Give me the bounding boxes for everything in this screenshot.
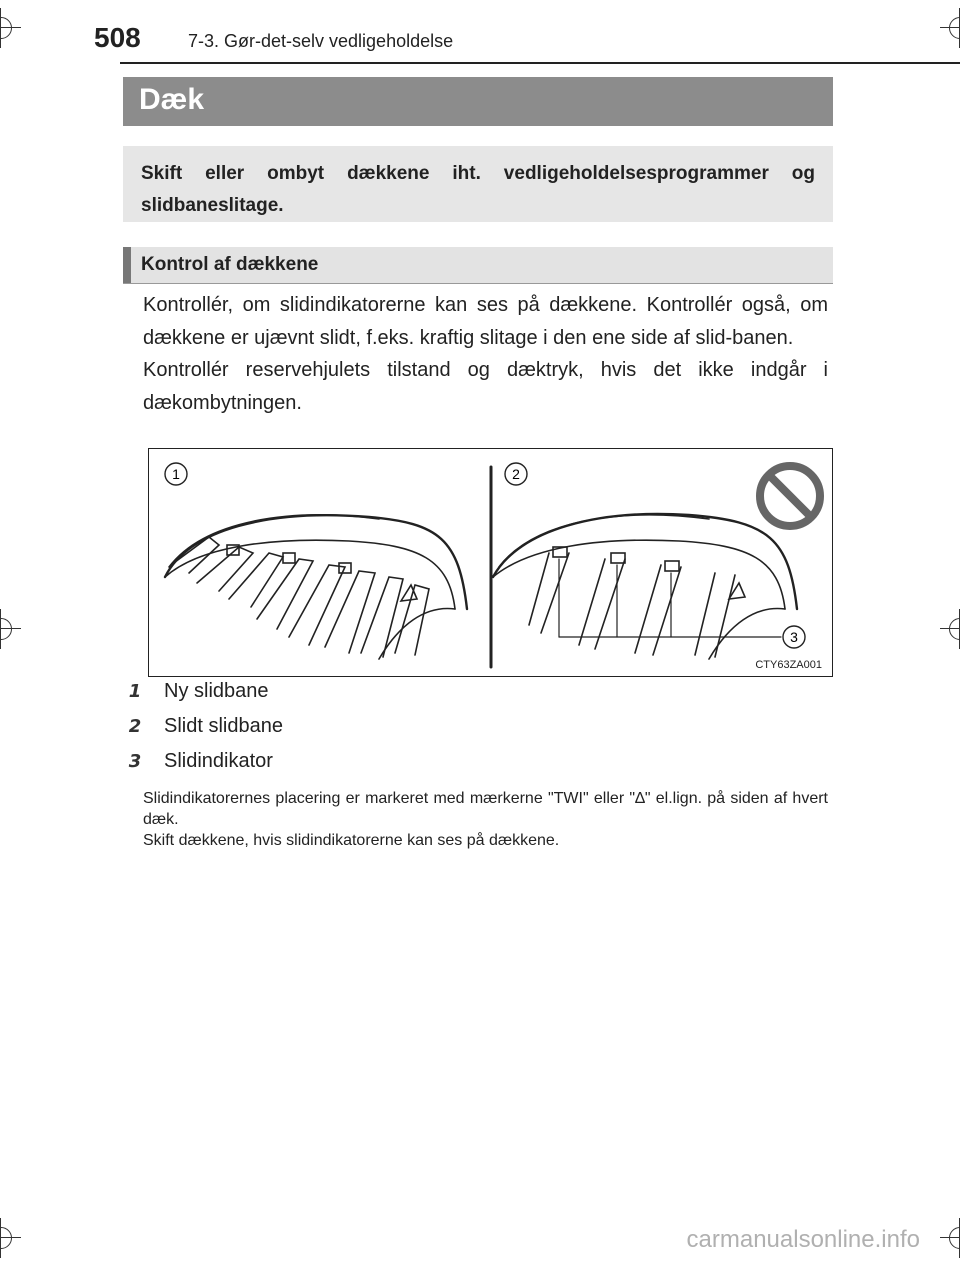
subsection-title: Kontrol af dækkene [141, 254, 319, 275]
figure-code: CTY63ZA001 [755, 659, 822, 671]
note-paragraph-1: Slidindikatorernes placering er markeret med mærkerne "TWI" eller "∆" el.lign. på siden af hvert dæk. [143, 790, 828, 828]
legend-num-2: 2 [128, 716, 142, 737]
section-title: Dæk [139, 83, 205, 116]
legend-num-3: 3 [128, 751, 142, 772]
watermark: carmanualsonline.info [686, 1226, 920, 1253]
callout-3: 3 [790, 629, 798, 645]
legend-item-2 [124, 715, 283, 739]
registration-mark [940, 609, 960, 649]
registration-mark [0, 609, 21, 649]
page-number: 508 [94, 22, 141, 53]
header-rule [120, 62, 960, 64]
callout-1: 1 [172, 466, 180, 482]
registration-mark [940, 1218, 960, 1258]
legend-label-1: Ny slidbane [164, 680, 269, 702]
section-title-bar [123, 77, 833, 126]
registration-mark [0, 1218, 21, 1258]
tire-illustration [148, 448, 833, 677]
note-paragraph-2: Skift dækkene, hvis slidindikatorerne kan ses på dækkene. [143, 832, 560, 849]
subsection-bar [123, 247, 833, 284]
body-paragraph-1: Kontrollér, om slidindikatorerne kan ses på dækkene. Kontrollér også, om dækkene er ujævnt slidt, f.eks. kraftig slitage i den ene side af slid-banen. [143, 294, 828, 349]
intro-box: Skift eller ombyt dækkene iht. vedligeholdelsesprogrammer og slidbaneslitage. [123, 146, 833, 222]
section-header: 7-3. Gør-det-selv vedligeholdelse [188, 31, 454, 51]
legend-num-1: 1 [128, 681, 142, 702]
prohibited-icon [760, 466, 820, 526]
legend-item-1 [124, 680, 269, 704]
legend-label-3: Slidindikator [164, 750, 273, 772]
registration-mark [0, 8, 21, 48]
body-text [143, 289, 828, 419]
body-paragraph-2: Kontrollér reservehjulets tilstand og dæktryk, hvis det ikke indgår i dækombytningen. [143, 359, 828, 414]
legend-item-3 [124, 750, 273, 774]
tire-drawing [149, 449, 832, 676]
note-text [143, 788, 828, 851]
callout-2: 2 [512, 466, 520, 482]
subsection-marker [123, 247, 131, 283]
registration-mark [940, 8, 960, 48]
legend-label-2: Slidt slidbane [164, 715, 283, 737]
